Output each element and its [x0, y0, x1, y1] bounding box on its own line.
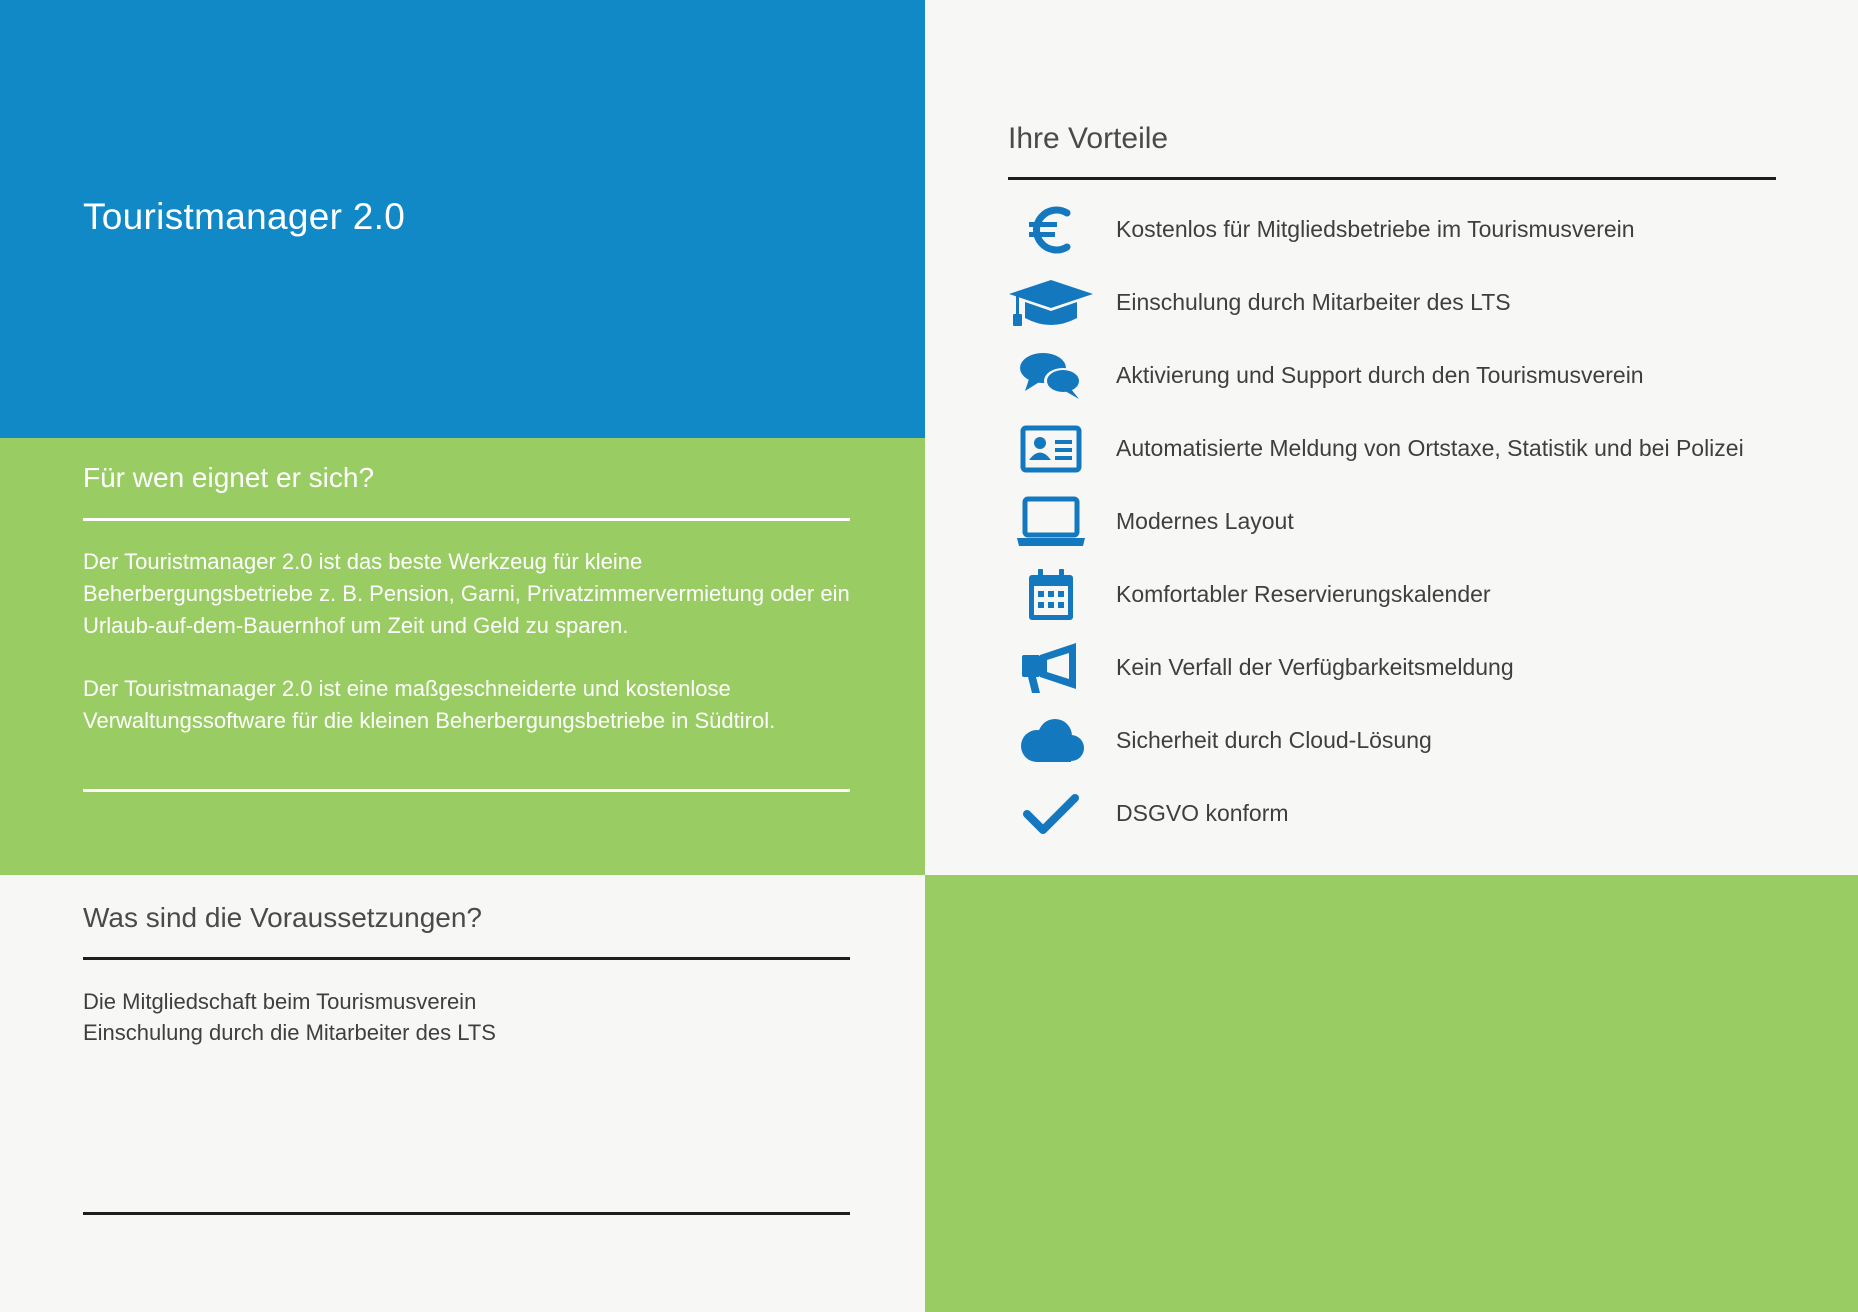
benefits-divider: [1008, 177, 1776, 180]
target-group-tile: [0, 438, 925, 875]
benefit-item: [1008, 711, 1858, 771]
benefit-label: Sicherheit durch Cloud-Lösung: [1116, 727, 1432, 753]
requirements-tile: [0, 875, 925, 1312]
benefit-item: [1008, 346, 1858, 406]
megaphone-icon: [1008, 638, 1094, 698]
target-group-heading: Für wen eignet er sich?: [83, 462, 375, 493]
target-group-paragraph-1: Der Touristmanager 2.0 ist das beste Werkzeug für kleine Beherbergungsbetriebe z. B. Pension, Garni, Privatzimmervermietung oder ein Urlaub-auf-dem-Bauernhof um Zeit und Geld zu sparen.: [83, 549, 850, 638]
benefit-item: [1008, 200, 1858, 260]
benefit-item: [1008, 638, 1858, 698]
requirements-heading: Was sind die Voraussetzungen?: [83, 902, 482, 933]
benefit-item: [1008, 419, 1858, 479]
green-filler-tile: [925, 875, 1858, 1312]
id-card-icon: [1008, 419, 1094, 479]
benefit-label: Komfortabler Reservierungskalender: [1116, 581, 1491, 607]
benefit-item: [1008, 492, 1858, 552]
benefit-label: Automatisierte Meldung von Ortstaxe, Statistik und bei Polizei: [1116, 435, 1744, 461]
target-group-divider-bottom: [83, 789, 850, 792]
chat-bubbles-icon: [1008, 346, 1094, 406]
benefit-label: Kein Verfall der Verfügbarkeitsmeldung: [1116, 654, 1514, 680]
requirement-item: Die Mitgliedschaft beim Tourismusverein: [83, 989, 477, 1014]
benefit-label: Modernes Layout: [1116, 508, 1294, 534]
benefit-item: [1008, 273, 1858, 333]
euro-icon: [1008, 200, 1094, 260]
title-tile: [0, 0, 925, 438]
laptop-icon: [1008, 492, 1094, 552]
cloud-icon: [1008, 711, 1094, 771]
requirement-item: Einschulung durch die Mitarbeiter des LTS: [83, 1020, 496, 1045]
app-title: Touristmanager 2.0: [83, 196, 406, 237]
benefit-label: DSGVO konform: [1116, 800, 1289, 826]
calendar-icon: [1008, 565, 1094, 625]
requirements-divider-bottom: [83, 1212, 850, 1215]
checkmark-icon: [1008, 784, 1094, 844]
target-group-divider-top: [83, 518, 850, 521]
graduation-cap-icon: [1008, 273, 1094, 333]
benefit-label: Aktivierung und Support durch den Tourismusverein: [1116, 362, 1644, 388]
benefit-item: [1008, 784, 1858, 844]
target-group-paragraph-2: Der Touristmanager 2.0 ist eine maßgeschneiderte und kostenlose Verwaltungssoftware für die kleinen Beherbergungsbetriebe in Südtirol.: [83, 676, 776, 733]
requirements-divider-top: [83, 957, 850, 960]
benefit-label: Einschulung durch Mitarbeiter des LTS: [1116, 289, 1511, 315]
benefits-heading: Ihre Vorteile: [1008, 122, 1169, 155]
benefit-item: [1008, 565, 1858, 625]
benefit-label: Kostenlos für Mitgliedsbetriebe im Tourismusverein: [1116, 216, 1635, 242]
